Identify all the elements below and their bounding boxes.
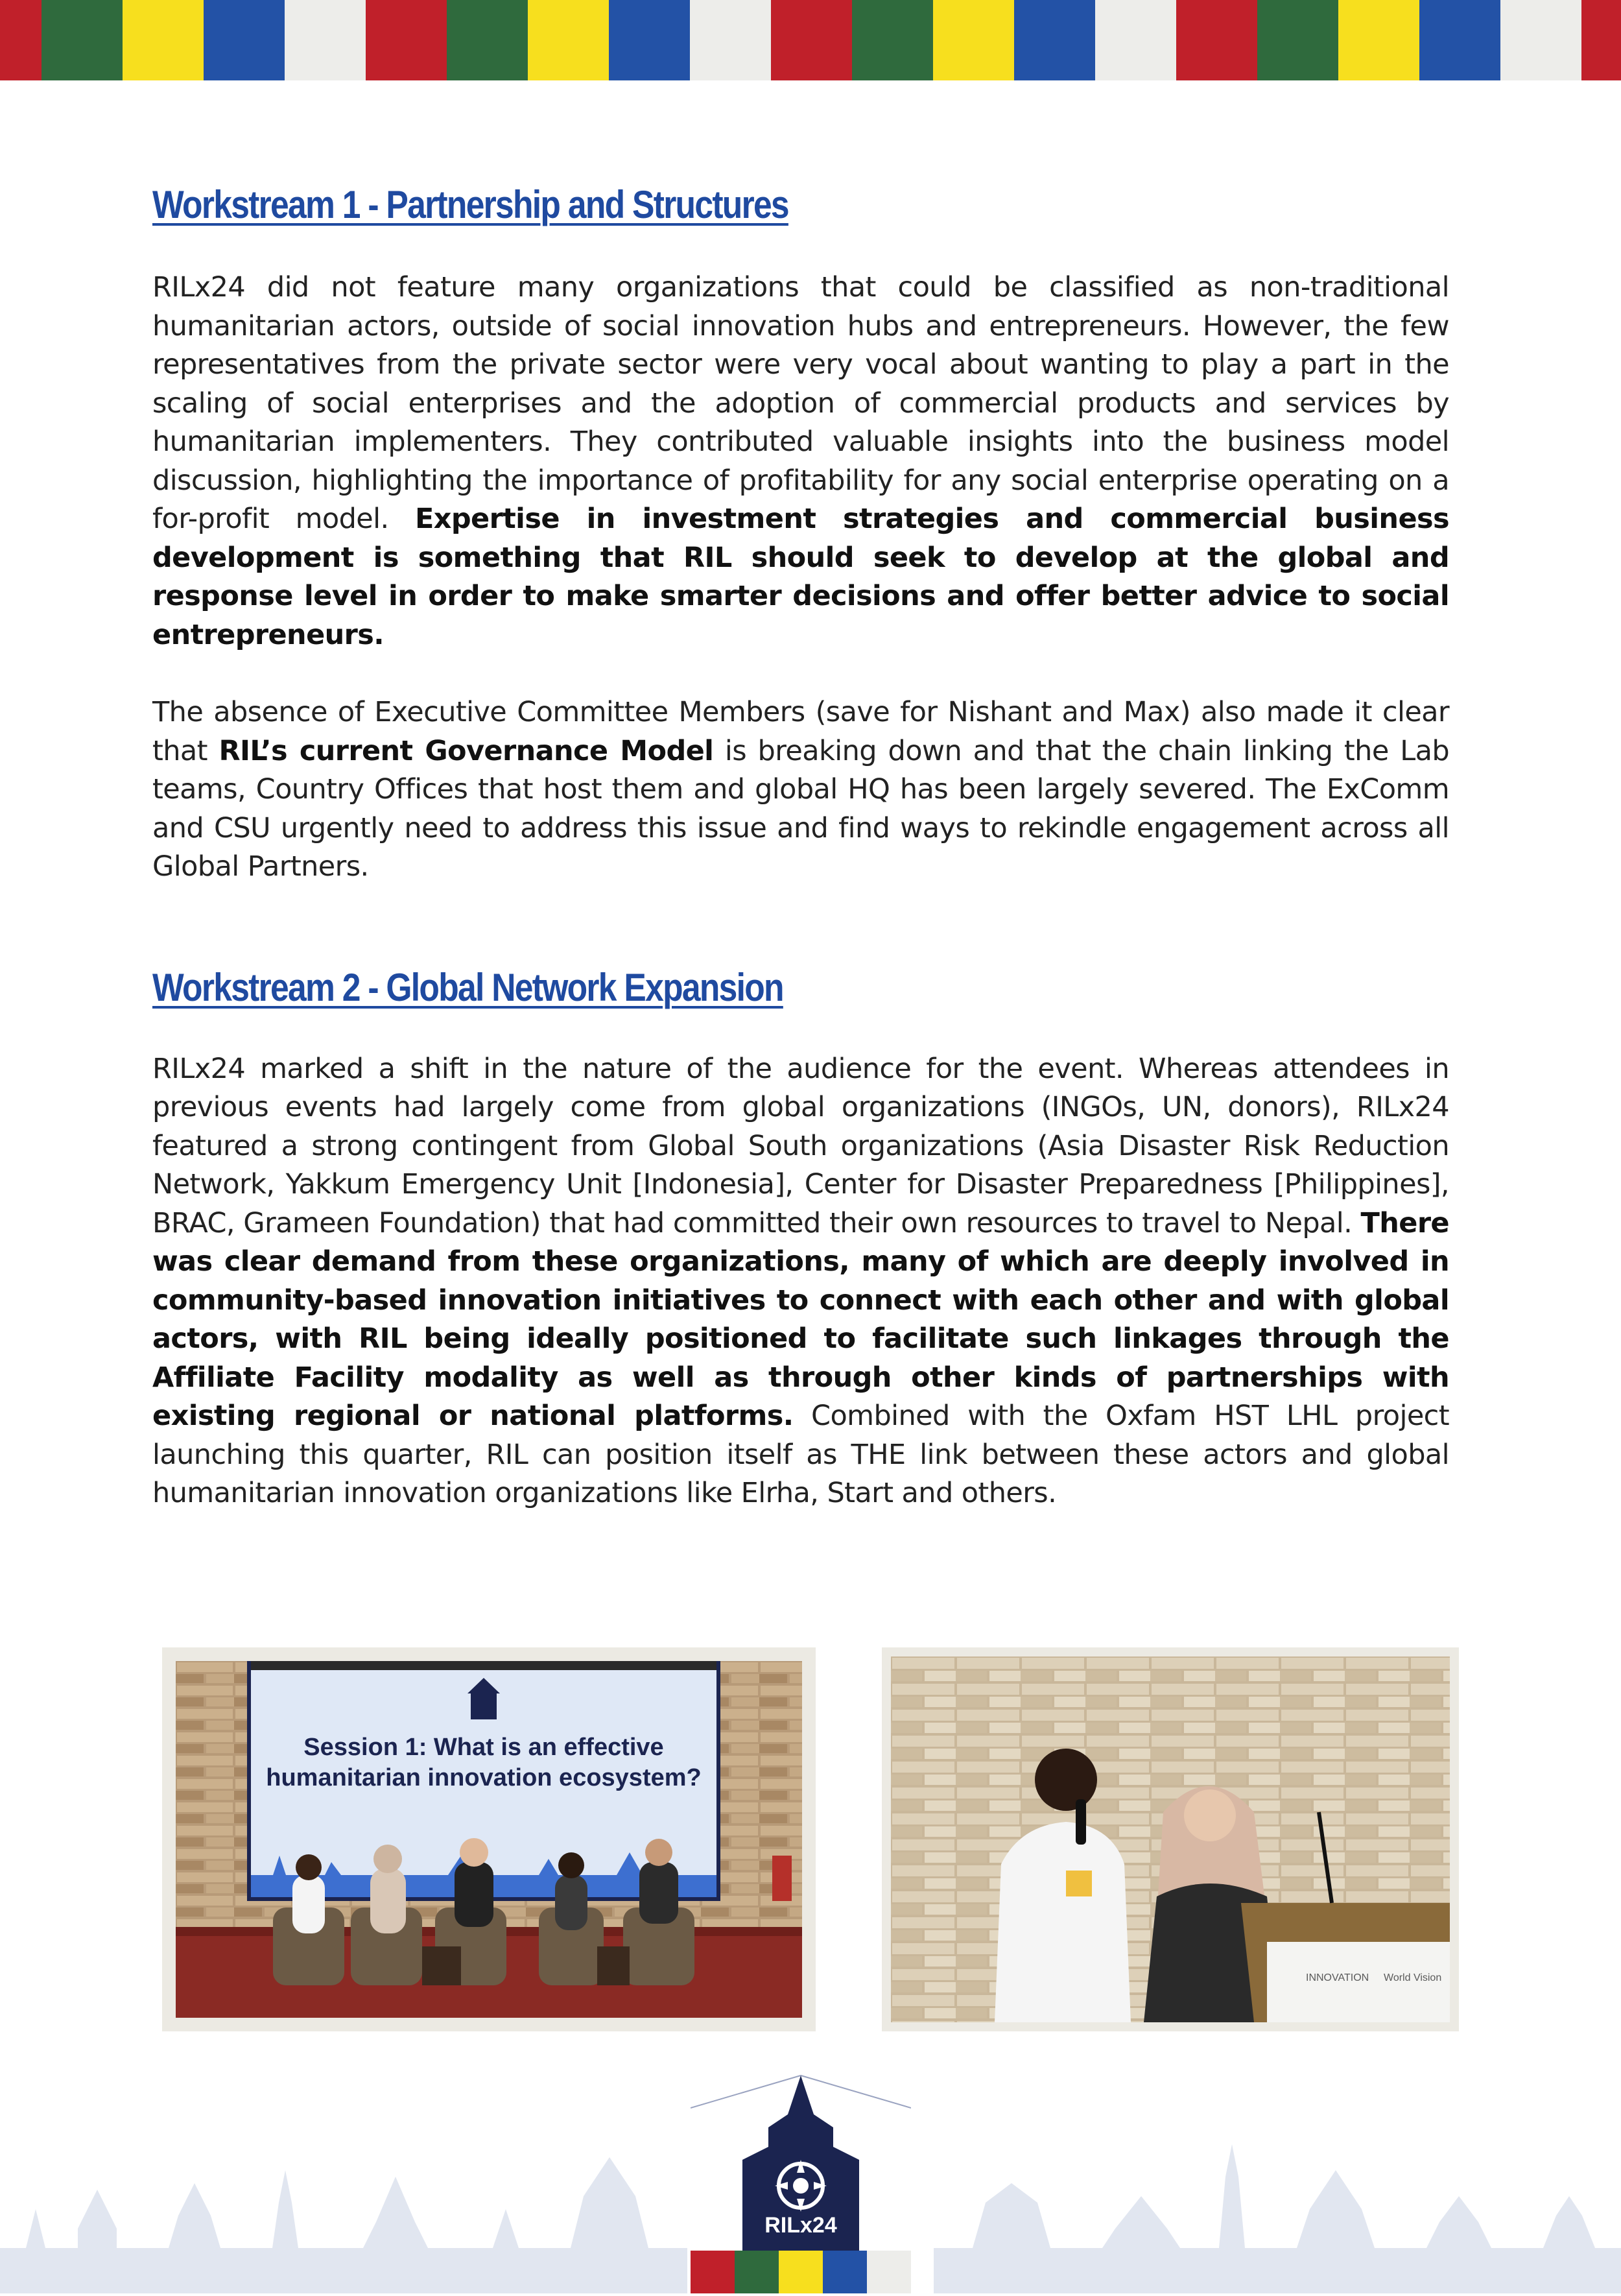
paragraph-text: Combined with the Oxfam HST LHL project launching this quarter, RIL can position itself as THE link between these actors and global humanitarian innovation organizations like Elrha, Start and others.	[152, 1400, 1449, 1509]
paragraph-text: RILx24 marked a shift in the nature of the audience for the event. Whereas attendees in previous events had largely come from global organizations (INGOs, UN, donors), RILx24 featured a strong contingent from Global South organizations (Asia Disaster Risk Reduction Network, Yakkum Emergency Unit [Indonesia], Center for Disaster Preparedness [Philippines], BRAC, Grameen Foundation) that had committed their own resources to travel to Nepal.	[152, 1052, 1449, 1239]
flag-stripe-white	[690, 0, 771, 80]
flag-stripe-red	[0, 0, 41, 80]
flag-stripe-white	[1500, 0, 1581, 80]
speakers-image	[891, 1656, 1450, 2022]
flag-stripe-blue	[204, 0, 285, 80]
paragraph-bold-text: There was clear demand from these organizations, many of which are deeply involved in community-based innovation initiatives to connect with each other and with global actors, with RIL being ideally positioned to facilitate such linkages through the Affiliate Facility modality as well as through other kinds of partnerships with existing regional or national platforms.	[152, 1206, 1449, 1432]
paragraph-text: RILx24 did not feature many organizations that could be classified as non-traditional humanitarian actors, outside of social innovation hubs and entrepreneurs. However, the few representatives from the private sector were very vocal about wanting to play a part in the scaling of social enterprises and the adoption of commercial products and services by humanitarian implementers. They contributed valuable insights into the business model discussion, highlighting the importance of profitability for any social enterprise operating on a for-profit model.	[152, 271, 1449, 535]
flag-stripe-green	[1257, 0, 1338, 80]
screen-title-line-2: humanitarian innovation ecosystem?	[266, 1764, 702, 1791]
rilx24-emblem	[691, 2069, 911, 2293]
speakers-photo	[882, 1647, 1459, 2031]
emblem-logo	[691, 2069, 911, 2293]
flag-stripe-red	[771, 0, 852, 80]
flag-stripe-green	[447, 0, 528, 80]
flag-stripe-blue	[1014, 0, 1095, 80]
paragraph-text: The absence of Executive Committee Members (save for Nishant and Max) also made it clear that	[152, 696, 1449, 767]
emblem-label: RILx24	[764, 2213, 837, 2238]
prayer-flag-band	[0, 0, 1621, 80]
workstream-2-paragraph	[152, 1050, 1449, 1513]
flag-stripe-yellow	[933, 0, 1014, 80]
panel-session-photo	[162, 1647, 816, 2031]
paragraph-text: is breaking down and that the chain linking the Lab teams, Country Offices that host them and global HQ has been largely severed. The ExComm and CSU urgently need to address this issue and find ways to rekindle engagement across all Global Partners.	[152, 734, 1450, 883]
flag-stripe-green	[41, 0, 123, 80]
podium-brand-text: World Vision	[1384, 1972, 1442, 1983]
flag-stripe-blue	[1419, 0, 1500, 80]
screen-title-line-1: Session 1: What is an effective	[303, 1734, 664, 1761]
flag-stripe-yellow	[528, 0, 609, 80]
page-content	[152, 182, 1449, 1513]
workstream-2-heading: Workstream 2 - Global Network Expansion	[152, 965, 783, 1009]
speakers-illustration	[891, 1656, 1450, 2022]
flag-stripe-yellow	[1338, 0, 1419, 80]
workstream-1-paragraph-1	[152, 269, 1449, 654]
flag-stripe-green	[852, 0, 933, 80]
flag-stripe-white	[1095, 0, 1176, 80]
panel-session-illustration	[176, 1661, 802, 2018]
podium-logo-text: INNOVATION	[1306, 1972, 1369, 1983]
workstream-1-paragraph-2	[152, 693, 1449, 887]
paragraph-bold-text: RIL’s current Governance Model	[219, 734, 714, 767]
flag-stripe-white	[285, 0, 366, 80]
paragraph-bold-text: Expertise in investment strategies and commercial business development is something that RIL should seek to develop at the global and response level in order to make smarter decisions and offer better advice to social entrepreneurs.	[152, 503, 1449, 651]
panel-session-image	[176, 1661, 802, 2018]
flag-stripe-red	[1581, 0, 1621, 80]
flag-stripe-red	[1176, 0, 1257, 80]
workstream-1-heading: Workstream 1 - Partnership and Structures	[152, 183, 788, 226]
flag-stripe-red	[366, 0, 447, 80]
flag-stripe-blue	[609, 0, 690, 80]
flag-stripe-yellow	[123, 0, 204, 80]
